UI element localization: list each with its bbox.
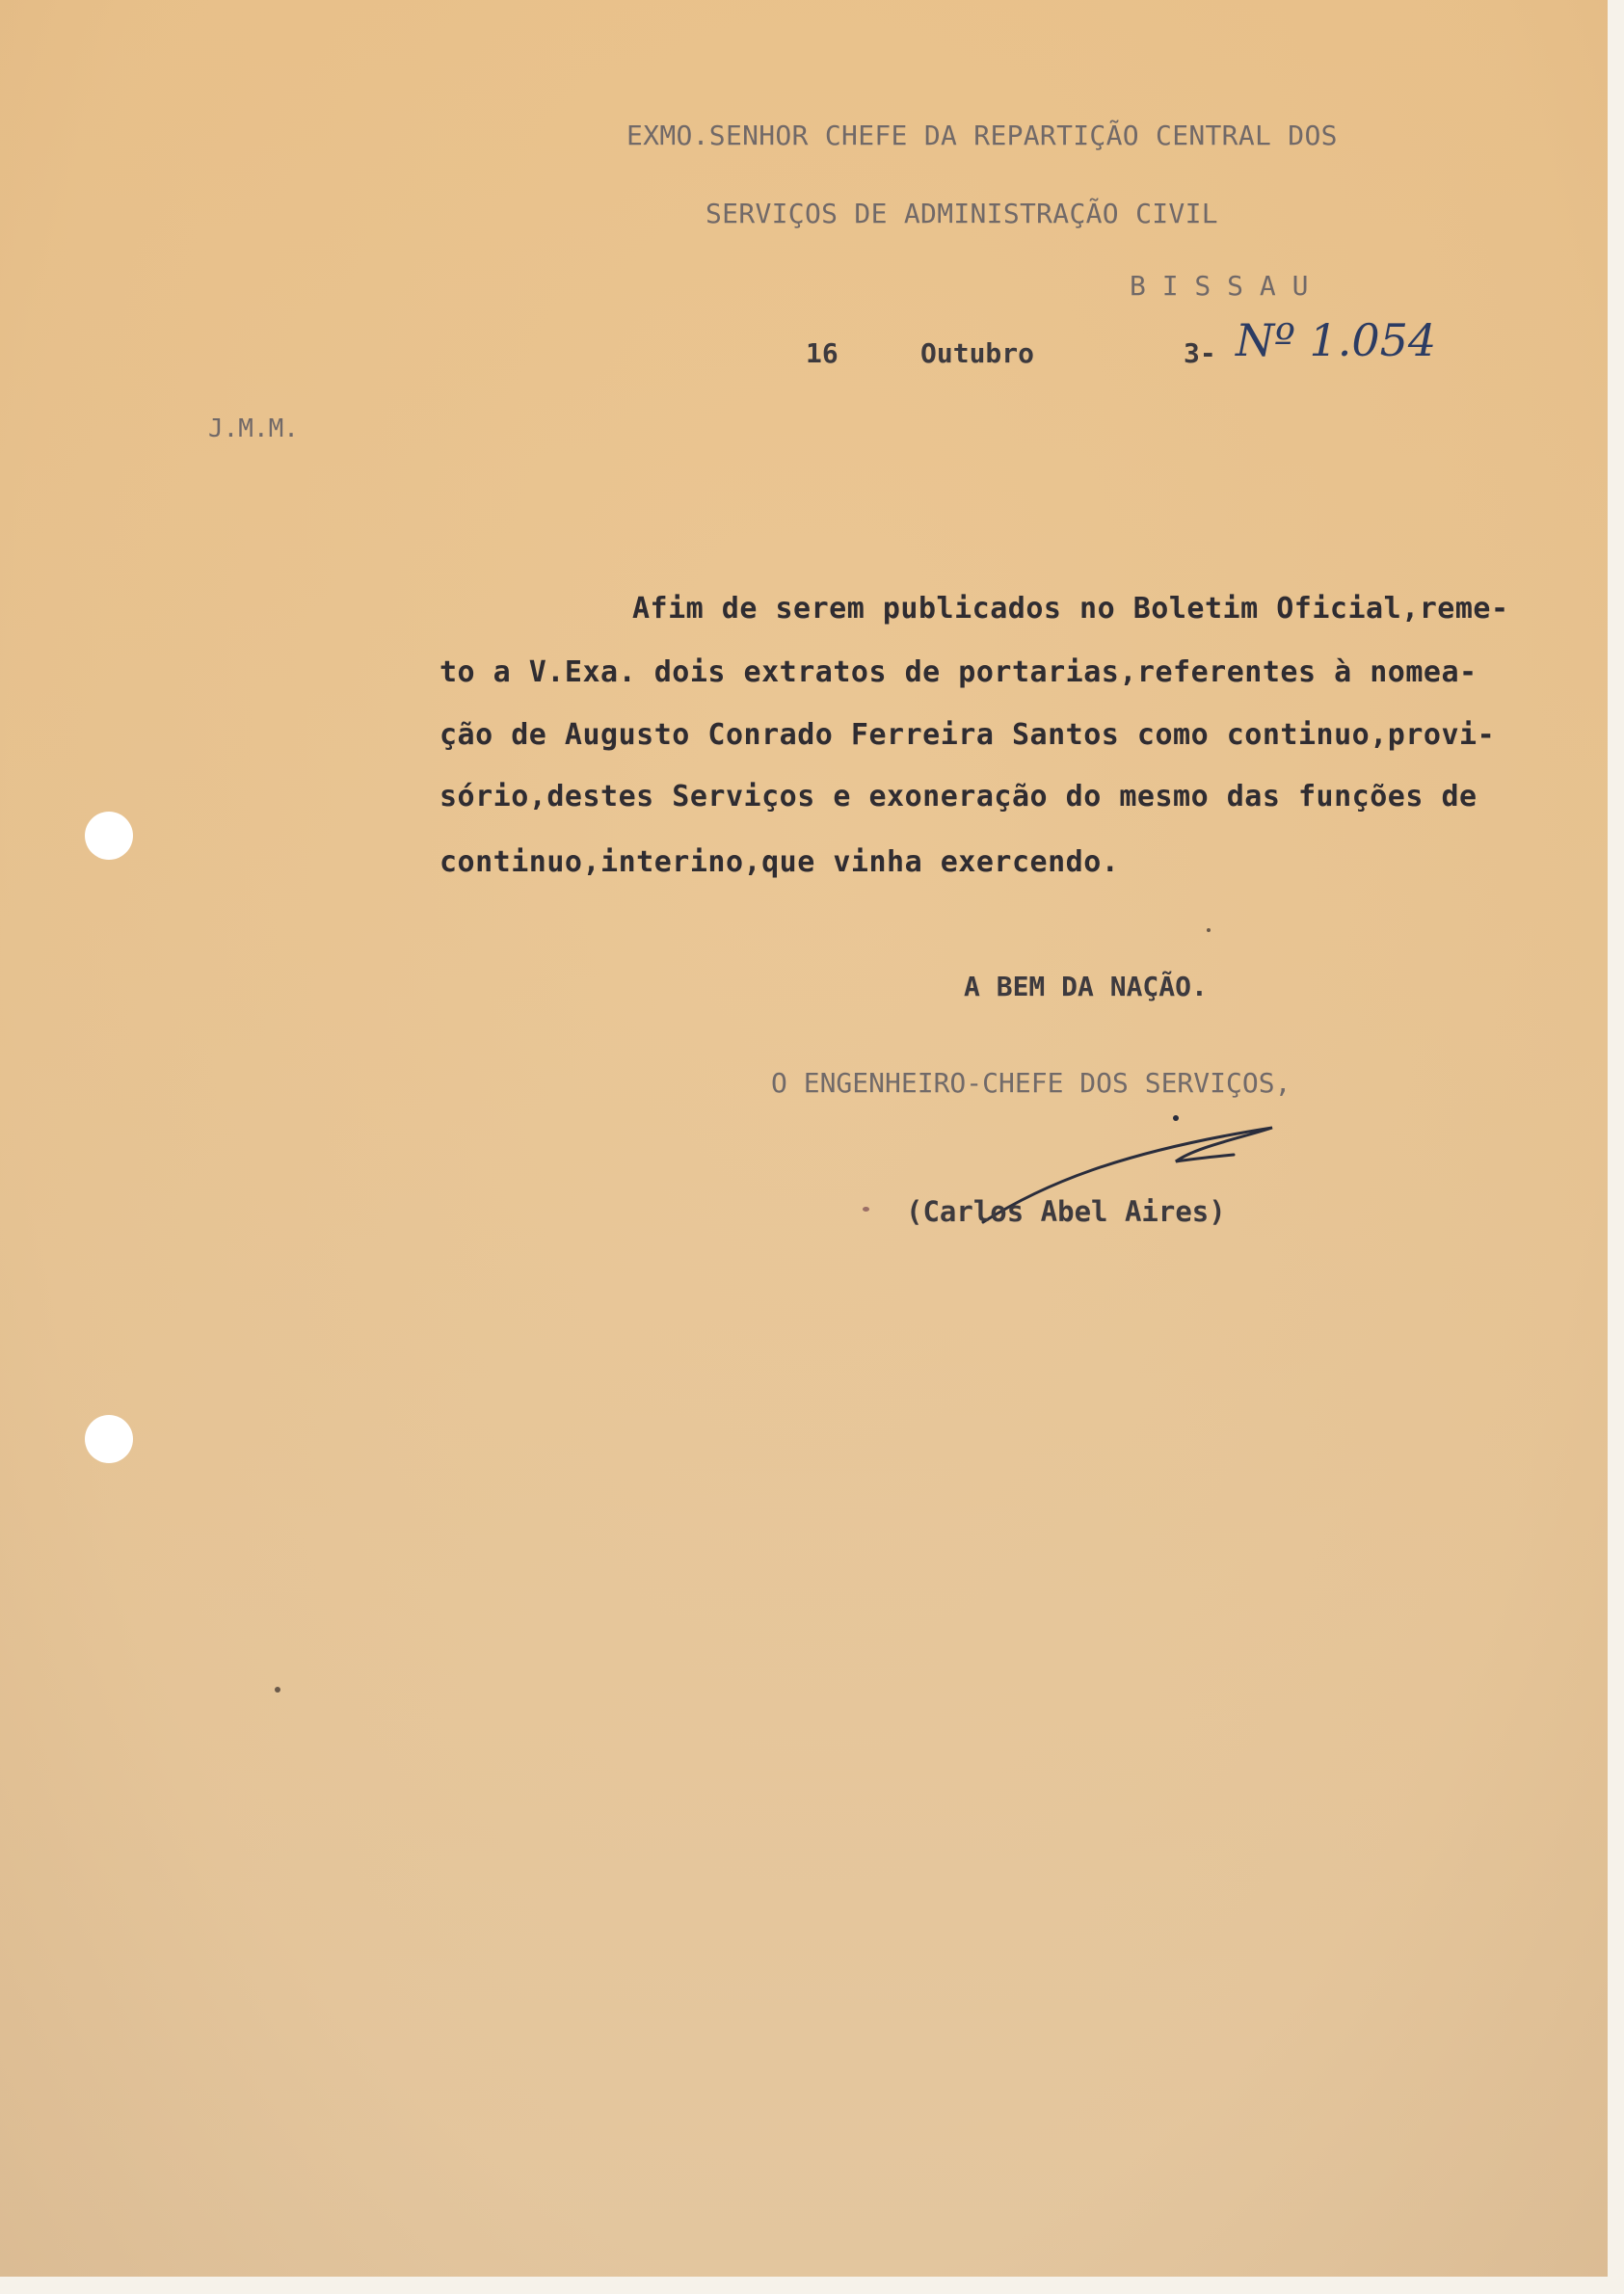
paper-speck: [275, 1687, 280, 1693]
sender-initials: J.M.M.: [208, 414, 299, 443]
punch-hole-top: [85, 812, 133, 860]
date-day: 16: [806, 337, 839, 369]
paper-speck: [1207, 928, 1211, 932]
body-line-2: to a V.Exa. dois extratos de portarias,referentes à nomea-: [439, 655, 1478, 689]
paper-edge: [1608, 0, 1624, 2294]
paper-bottom-edge: [0, 2277, 1624, 2294]
body-line-1: Afim de serem publicados no Boletim Oficial,reme-: [632, 592, 1509, 626]
reference-number-typed: 3-: [1184, 337, 1216, 369]
body-line-5: continuo,interino,que vinha exercendo.: [439, 845, 1120, 879]
paper-speck: [863, 1207, 869, 1212]
punch-hole-bottom: [85, 1415, 133, 1463]
body-line-4: sório,destes Serviços e exoneração do mesmo das funções de: [439, 780, 1478, 814]
addressee-line-1: EXMO.SENHOR CHEFE DA REPARTIÇÃO CENTRAL DOS: [626, 120, 1338, 151]
reference-number-handwritten: Nº 1.054: [1236, 314, 1437, 366]
date-month: Outubro: [920, 337, 1035, 369]
signatory-title: O ENGENHEIRO-CHEFE DOS SERVIÇOS,: [771, 1067, 1291, 1099]
closing-salutation: A BEM DA NAÇÃO.: [964, 971, 1208, 1002]
city-name: B I S S A U: [1130, 270, 1309, 302]
addressee-line-2: SERVIÇOS DE ADMINISTRAÇÃO CIVIL: [706, 198, 1218, 229]
body-line-3: ção de Augusto Conrado Ferreira Santos como continuo,provi-: [439, 718, 1496, 752]
signatory-name: (Carlos Abel Aires): [906, 1195, 1226, 1228]
